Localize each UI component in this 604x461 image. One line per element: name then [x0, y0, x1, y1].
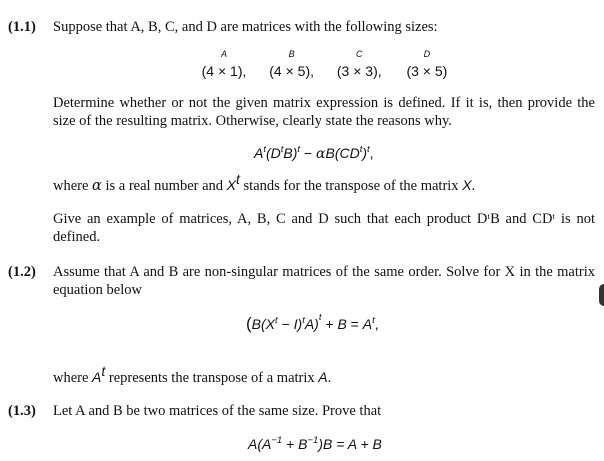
matrix-size-d: D (3 × 5) [406, 49, 448, 79]
problem-1-1-where: where α is a real number and $X^t$ stands for the transpose of the matrix X. [53, 171, 476, 194]
matrix-size-a: A (4 × 1), [201, 49, 247, 79]
problem-1-3-statement: Let A and B be two matrices of the same size. Prove that [53, 403, 382, 419]
matrix-size-c: C (3 × 3), [336, 49, 382, 79]
matrix-sizes [192, 49, 459, 81]
problem-1-1-example: Give an example of matrices, A, B, C and D such that each product DᵗB and CDᵗ is not defined. [53, 211, 595, 245]
problem-number-1-1: (1.1) [8, 19, 36, 35]
matrix-equation-1-3: $A(A^{-1} + B^{-1})B = A + B$ [248, 435, 382, 452]
problem-1-2-where: where $A^t$ represents the transpose of a matrix A. [53, 363, 332, 386]
problem-number-1-2: (1.2) [8, 264, 36, 280]
matrix-expression: $A^t(D^tB)^t - \alpha B(CD^t)^t$, [254, 144, 374, 162]
matrix-equation-1-2: $(B(X^t - I)^tA)^t + B = A^t$, [246, 312, 379, 333]
problem-1-1-intro: Suppose that A, B, C, and D are matrices with the following sizes: [53, 19, 438, 35]
problem-number-1-3: (1.3) [8, 403, 36, 419]
problem-1-2-statement: Assume that A and B are non-singular matrices of the same order. Solve for X in the matrix equation below [53, 264, 595, 298]
problem-1-1-question: Determine whether or not the given matrix expression is defined. If it is, then provide the size of the resulting matrix. Otherwise, clearly state the reasons why. [53, 95, 595, 129]
page-edge-marker [599, 284, 604, 306]
matrix-size-b: B (4 × 5), [269, 49, 314, 79]
